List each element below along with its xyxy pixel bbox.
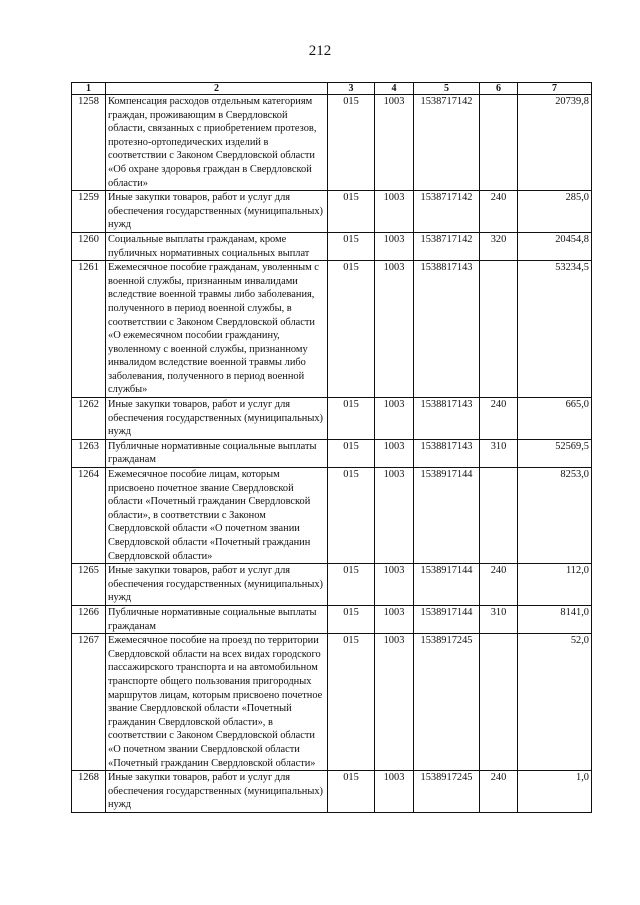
row-number: 1264	[72, 468, 106, 564]
row-code-3: 015	[328, 468, 375, 564]
row-description: Публичные нормативные социальные выплаты гражданам	[106, 439, 328, 467]
row-code-5: 1538917144	[414, 468, 480, 564]
row-code-6: 320	[480, 232, 518, 260]
row-code-6	[480, 634, 518, 771]
page-number: 212	[308, 43, 332, 59]
row-code-4: 1003	[375, 232, 414, 260]
row-code-5: 1538917245	[414, 771, 480, 813]
row-number: 1268	[72, 771, 106, 813]
row-code-5: 1538717142	[414, 232, 480, 260]
row-description: Иные закупки товаров, работ и услуг для обеспечения государственных (муниципальных) нужд	[106, 191, 328, 233]
row-code-5: 1538717142	[414, 95, 480, 191]
row-number: 1261	[72, 261, 106, 398]
row-amount: 8253,0	[518, 468, 592, 564]
row-code-4: 1003	[375, 191, 414, 233]
row-description: Иные закупки товаров, работ и услуг для обеспечения государственных (муниципальных) нужд	[106, 564, 328, 606]
row-amount: 1,0	[518, 771, 592, 813]
row-number: 1265	[72, 564, 106, 606]
table-row	[72, 634, 592, 771]
row-code-4: 1003	[375, 771, 414, 813]
row-description: Ежемесячное пособие гражданам, уволенным с военной службы, признанным инвалидами вследствие военной травмы либо заболевания, полученного в период военной службы, в соответствии с Законом Свердловской области «О ежемесячном пособии гражданину, уволенному с военной службы, признанному инвалидом вследствие военной травмы либо заболевания, полученного в период военной службы»	[106, 261, 328, 398]
row-code-3: 015	[328, 398, 375, 440]
row-code-3: 015	[328, 191, 375, 233]
row-code-5: 1538817143	[414, 398, 480, 440]
table-row	[72, 771, 592, 813]
column-header: 1	[72, 83, 106, 95]
row-code-4: 1003	[375, 605, 414, 633]
row-amount: 8141,0	[518, 605, 592, 633]
row-amount: 53234,5	[518, 261, 592, 398]
row-code-5: 1538717142	[414, 191, 480, 233]
row-description: Социальные выплаты гражданам, кроме публичных нормативных социальных выплат	[106, 232, 328, 260]
table-row	[72, 191, 592, 233]
row-code-6: 240	[480, 771, 518, 813]
row-description: Компенсация расходов отдельным категориям граждан, проживающим в Свердловской области, связанных с приобретением протезов, протезно-ортопедических изделий в соответствии с Законом Свердловской области «Об охране здоровья граждан в Свердловской области»	[106, 95, 328, 191]
row-amount: 665,0	[518, 398, 592, 440]
row-code-4: 1003	[375, 468, 414, 564]
row-code-3: 015	[328, 564, 375, 606]
row-description: Ежемесячное пособие на проезд по территории Свердловской области на всех видах городского пассажирского транспорта и на автомобильном транспорте общего пользования пригородных маршрутов лицам, которым присвоено почетное звание Свердловской области «Почетный гражданин Свердловской области», в соответствии с Законом Свердловской области «О почетном звании Свердловской области «Почетный гражданин Свердловской области»	[106, 634, 328, 771]
row-code-3: 015	[328, 95, 375, 191]
row-code-6	[480, 468, 518, 564]
budget-table	[71, 82, 592, 813]
row-code-4: 1003	[375, 564, 414, 606]
table-body	[72, 95, 592, 813]
row-description: Ежемесячное пособие лицам, которым присвоено почетное звание Свердловской области «Почетный гражданин Свердловской области», в соответствии с Законом Свердловской области «О почетном звании Свердловской области «Почетный гражданин Свердловской области»	[106, 468, 328, 564]
row-amount: 52,0	[518, 634, 592, 771]
header-row	[72, 83, 592, 95]
row-amount: 112,0	[518, 564, 592, 606]
row-code-5: 1538917144	[414, 605, 480, 633]
row-amount: 20454,8	[518, 232, 592, 260]
table-row	[72, 95, 592, 191]
row-description: Иные закупки товаров, работ и услуг для обеспечения государственных (муниципальных) нужд	[106, 771, 328, 813]
row-code-5: 1538917245	[414, 634, 480, 771]
row-number: 1267	[72, 634, 106, 771]
row-code-3: 015	[328, 605, 375, 633]
row-code-6	[480, 95, 518, 191]
row-code-6: 240	[480, 191, 518, 233]
row-code-3: 015	[328, 261, 375, 398]
row-code-3: 015	[328, 232, 375, 260]
row-code-5: 1538917144	[414, 564, 480, 606]
row-code-6: 240	[480, 398, 518, 440]
table-row	[72, 564, 592, 606]
row-code-4: 1003	[375, 634, 414, 771]
row-number: 1262	[72, 398, 106, 440]
column-header: 2	[106, 83, 328, 95]
row-code-3: 015	[328, 771, 375, 813]
column-header: 5	[414, 83, 480, 95]
row-number: 1263	[72, 439, 106, 467]
row-code-4: 1003	[375, 439, 414, 467]
row-description: Публичные нормативные социальные выплаты гражданам	[106, 605, 328, 633]
row-code-5: 1538817143	[414, 261, 480, 398]
table-row	[72, 468, 592, 564]
row-code-6	[480, 261, 518, 398]
row-code-3: 015	[328, 634, 375, 771]
row-code-5: 1538817143	[414, 439, 480, 467]
row-code-4: 1003	[375, 95, 414, 191]
row-code-4: 1003	[375, 261, 414, 398]
row-code-3: 015	[328, 439, 375, 467]
table-header	[72, 83, 592, 95]
column-header: 6	[480, 83, 518, 95]
table-row	[72, 605, 592, 633]
row-description: Иные закупки товаров, работ и услуг для обеспечения государственных (муниципальных) нужд	[106, 398, 328, 440]
row-code-6: 240	[480, 564, 518, 606]
row-code-6: 310	[480, 439, 518, 467]
row-amount: 285,0	[518, 191, 592, 233]
column-header: 3	[328, 83, 375, 95]
column-header: 7	[518, 83, 592, 95]
table-row	[72, 439, 592, 467]
row-number: 1259	[72, 191, 106, 233]
row-code-4: 1003	[375, 398, 414, 440]
table-row	[72, 232, 592, 260]
row-number: 1266	[72, 605, 106, 633]
row-amount: 20739,8	[518, 95, 592, 191]
table-row	[72, 261, 592, 398]
row-number: 1258	[72, 95, 106, 191]
table-row	[72, 398, 592, 440]
row-amount: 52569,5	[518, 439, 592, 467]
column-header: 4	[375, 83, 414, 95]
row-code-6: 310	[480, 605, 518, 633]
row-number: 1260	[72, 232, 106, 260]
